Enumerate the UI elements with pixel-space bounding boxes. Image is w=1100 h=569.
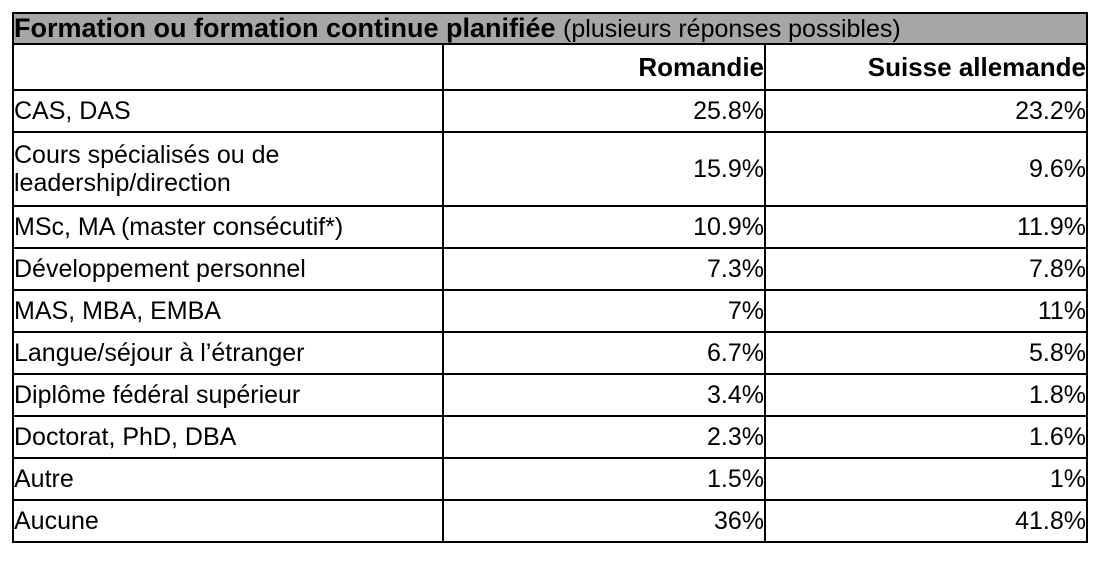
row-label: Aucune: [13, 500, 443, 542]
row-value-romandie: 7%: [443, 290, 765, 332]
table-container: [12, 12, 1088, 543]
row-value-romandie: 7.3%: [443, 248, 765, 290]
row-label: Diplôme fédéral supérieur: [13, 374, 443, 416]
row-value-romandie: 2.3%: [443, 416, 765, 458]
row-value-romandie: 1.5%: [443, 458, 765, 500]
row-label: Langue/séjour à l’étranger: [13, 332, 443, 374]
table-row: [13, 500, 1087, 542]
table-row: [13, 248, 1087, 290]
table-row: [13, 332, 1087, 374]
table-row: [13, 206, 1087, 248]
table-title-note: (plusieurs réponses possibles): [563, 15, 901, 43]
header-blank-cell: [13, 44, 443, 90]
row-label: Doctorat, PhD, DBA: [13, 416, 443, 458]
row-value-suisse: 1.8%: [765, 374, 1087, 416]
table-row: [13, 290, 1087, 332]
row-value-romandie: 25.8%: [443, 90, 765, 132]
row-value-romandie: 15.9%: [443, 132, 765, 206]
row-value-suisse: 7.8%: [765, 248, 1087, 290]
table-row: [13, 458, 1087, 500]
header-suisse-allemande: Suisse allemande: [765, 44, 1087, 90]
row-label: Cours spécialisés ou de leadership/direction: [13, 132, 443, 206]
row-label: CAS, DAS: [13, 90, 443, 132]
header-romandie: Romandie: [443, 44, 765, 90]
row-value-suisse: 11.9%: [765, 206, 1087, 248]
row-value-suisse: 41.8%: [765, 500, 1087, 542]
row-label: Développement personnel: [13, 248, 443, 290]
table-row: [13, 416, 1087, 458]
row-label: MSc, MA (master consécutif*): [13, 206, 443, 248]
row-value-suisse: 11%: [765, 290, 1087, 332]
row-label: MAS, MBA, EMBA: [13, 290, 443, 332]
table-title-main: Formation ou formation continue planifiée: [14, 13, 556, 43]
row-value-suisse: 1%: [765, 458, 1087, 500]
row-value-romandie: 36%: [443, 500, 765, 542]
table-title-cell: [13, 13, 1087, 44]
row-value-romandie: 10.9%: [443, 206, 765, 248]
table-row: [13, 90, 1087, 132]
row-value-suisse: 1.6%: [765, 416, 1087, 458]
row-value-suisse: 5.8%: [765, 332, 1087, 374]
row-value-suisse: 9.6%: [765, 132, 1087, 206]
row-value-suisse: 23.2%: [765, 90, 1087, 132]
row-label: Autre: [13, 458, 443, 500]
table-row: [13, 132, 1087, 206]
table-title-row: [13, 13, 1087, 44]
row-value-romandie: 6.7%: [443, 332, 765, 374]
planned-training-table: [12, 12, 1088, 543]
row-value-romandie: 3.4%: [443, 374, 765, 416]
table-header-row: [13, 44, 1087, 90]
table-row: [13, 374, 1087, 416]
